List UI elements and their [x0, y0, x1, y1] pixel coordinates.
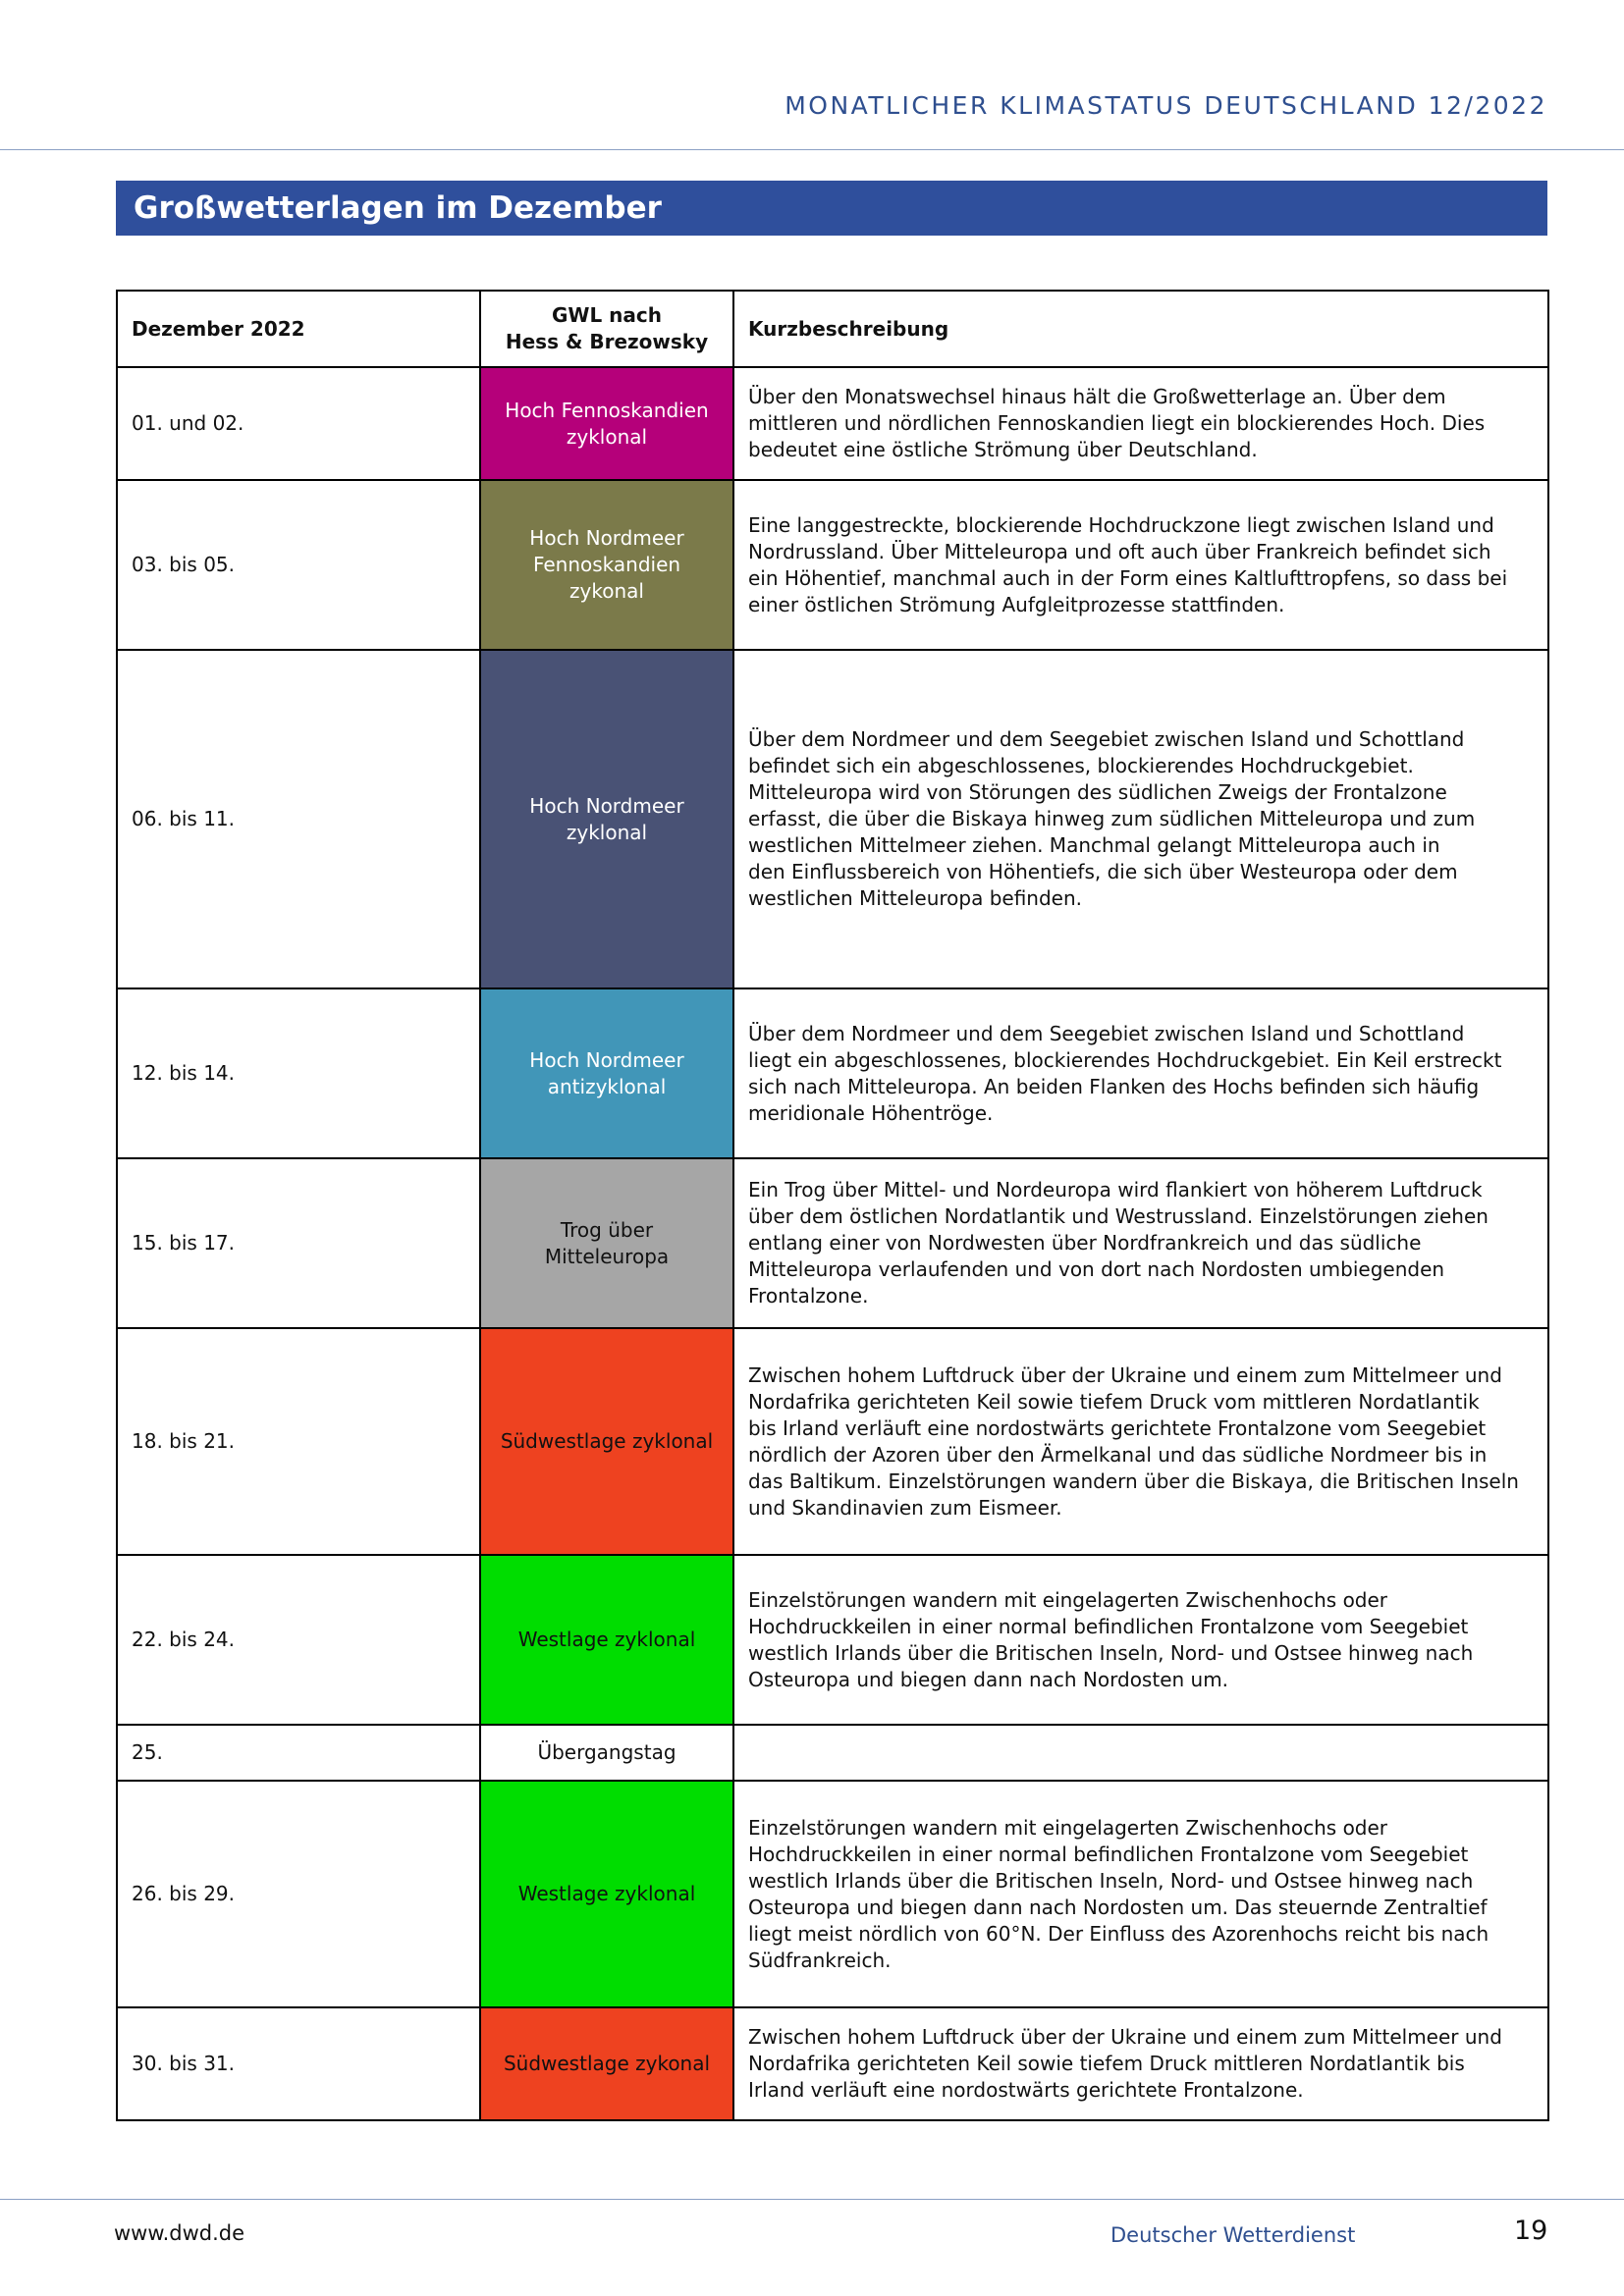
table-row — [117, 1158, 1548, 1328]
row-gwl-line: zykonal — [569, 579, 644, 603]
row-gwl-cell — [480, 480, 733, 650]
row-gwl-line: Hoch Nordmeer — [529, 1047, 684, 1072]
table-row — [117, 1328, 1548, 1555]
row-description-line: ein Höhentief, manchmal auch in der Form eines Kaltlufttropfens, so dass bei — [748, 565, 1508, 590]
section-title: Großwetterlagen im Dezember — [116, 181, 1547, 236]
row-description-line: Über den Monatswechsel hinaus hält die Großwetterlage an. Über dem — [748, 385, 1446, 408]
row-description — [733, 988, 1548, 1158]
row-description-line: Nordafrika gerichteten Keil sowie tiefem Druck mittleren Nordatlantik bis — [748, 2052, 1465, 2075]
header-divider — [0, 149, 1624, 150]
page-header-title: MONATLICHER KLIMASTATUS DEUTSCHLAND 12/2022 — [785, 91, 1547, 120]
footer-organization: Deutscher Wetterdienst — [1110, 2223, 1356, 2247]
column-header-gwl-line1: GWL nach — [551, 303, 662, 327]
column-header-description: Kurzbeschreibung — [733, 291, 1548, 367]
row-gwl-cell — [480, 1158, 733, 1328]
row-gwl-cell — [480, 650, 733, 988]
row-gwl-line: Hoch Fennoskandien — [505, 398, 709, 422]
row-description-line: meridionale Höhentröge. — [748, 1100, 994, 1125]
footer-website: www.dwd.de — [114, 2221, 245, 2245]
row-description-line: Zwischen hohem Luftdruck über der Ukraine und einem zum Mittelmeer und — [748, 2025, 1502, 2049]
row-description-line: Frontalzone. — [748, 1284, 869, 1308]
footer-divider — [0, 2199, 1624, 2200]
row-date: 01. und 02. — [117, 367, 480, 480]
row-description — [733, 1725, 1548, 1781]
row-description-line: westlichen Mittelmeer ziehen. Manchmal gelangt Mitteleuropa auch in — [748, 833, 1440, 857]
table-row — [117, 1555, 1548, 1725]
row-description — [733, 650, 1548, 988]
table-row — [117, 367, 1548, 480]
row-description-line: Einzelstörungen wandern mit eingelagerten Zwischenhochs oder — [748, 1815, 1388, 1840]
row-description-line: Osteuropa und biegen dann nach Nordosten um. Das steuernde Zentraltief — [748, 1895, 1488, 1919]
row-date: 03. bis 05. — [117, 480, 480, 650]
row-gwl-cell — [480, 367, 733, 480]
row-description-line: Über dem Nordmeer und dem Seegebiet zwischen Island und Schottland — [748, 727, 1465, 751]
row-description — [733, 1158, 1548, 1328]
row-date: 26. bis 29. — [117, 1781, 480, 2007]
row-gwl-line: Südwestlage zykonal — [503, 2052, 711, 2075]
row-description — [733, 1555, 1548, 1725]
row-gwl-cell — [480, 1555, 733, 1725]
row-description — [733, 1328, 1548, 1555]
row-gwl-line: Westlage zyklonal — [517, 1628, 696, 1651]
row-gwl-line: Übergangstag — [537, 1740, 677, 1764]
row-description-line: Einzelstörungen wandern mit eingelagerten Zwischenhochs oder — [748, 1587, 1388, 1612]
row-description — [733, 480, 1548, 650]
row-description-line: Mitteleuropa wird von Störungen des südlichen Zweigs der Frontalzone — [748, 780, 1447, 804]
row-description-line: entlang einer von Nordwesten über Nordfrankreich und das südliche — [748, 1231, 1422, 1255]
table-header-row — [117, 291, 1548, 367]
row-description — [733, 367, 1548, 480]
row-description-line: den Einflussbereich von Höhentiefs, die sich über Westeuropa oder dem — [748, 860, 1458, 883]
row-description-line: Zwischen hohem Luftdruck über der Ukraine und einem zum Mittelmeer und — [748, 1362, 1502, 1387]
row-description-line: Nordrussland. Über Mitteleuropa und oft auch über Frankreich befindet sich — [748, 539, 1491, 563]
table-row — [117, 988, 1548, 1158]
table-row — [117, 650, 1548, 988]
table-row — [117, 2007, 1548, 2120]
row-description-line: westlich Irlands über die Britischen Inseln, Nord- und Ostsee hinweg nach — [748, 1640, 1474, 1665]
row-gwl-line: Mitteleuropa — [544, 1244, 670, 1268]
row-description-line: über dem östlichen Nordatlantik und Westrussland. Einzelstörungen ziehen — [748, 1204, 1489, 1228]
row-description — [733, 1781, 1548, 2007]
row-date: 15. bis 17. — [117, 1158, 480, 1328]
row-gwl-line: zyklonal — [566, 820, 648, 844]
row-date: 18. bis 21. — [117, 1328, 480, 1555]
row-description-line: Ein Trog über Mittel- und Nordeuropa wird flankiert von höherem Luftdruck — [748, 1178, 1483, 1201]
row-gwl-cell — [480, 1781, 733, 2007]
row-date: 25. — [117, 1725, 480, 1781]
row-description-line: das Baltikum. Einzelstörungen wandern über die Biskaya, die Britischen Inseln — [748, 1468, 1519, 1493]
table-row — [117, 1725, 1548, 1781]
row-gwl-line: antizyklonal — [547, 1074, 667, 1098]
row-description-line: befindet sich ein abgeschlossenes, blockierendes Hochdruckgebiet. — [748, 754, 1414, 777]
row-description-line: Hochdruckkeilen in einer normal befindlichen Frontalzone vom Seegebiet — [748, 1842, 1469, 1866]
row-gwl-cell — [480, 1328, 733, 1555]
row-description-line: westlich Irlands über die Britischen Inseln, Nord- und Ostsee hinweg nach — [748, 1868, 1474, 1893]
row-description-line: Eine langgestreckte, blockierende Hochdruckzone liegt zwischen Island und — [748, 512, 1494, 537]
row-description-line: liegt meist nördlich von 60°N. Der Einfluss des Azorenhochs reicht bis nach — [748, 1921, 1489, 1946]
row-gwl-cell — [480, 988, 733, 1158]
row-date: 30. bis 31. — [117, 2007, 480, 2120]
row-gwl-cell — [480, 1725, 733, 1781]
row-description-line: bis Irland verläuft eine nordostwärts gerichtete Frontalzone vom Seegebiet — [748, 1415, 1487, 1440]
row-description-line: erfasst, die über die Biskaya hinweg zum südlichen Mitteleuropa und zum — [748, 807, 1476, 830]
row-gwl-line: Westlage zyklonal — [517, 1882, 696, 1905]
row-gwl-line: Hoch Nordmeer — [529, 526, 684, 550]
table-row — [117, 1781, 1548, 2007]
table-row — [117, 480, 1548, 650]
row-description-line: Über dem Nordmeer und dem Seegebiet zwischen Island und Schottland — [748, 1021, 1465, 1045]
row-description-line: Irland verläuft eine nordostwärts gerichtete Frontalzone. — [748, 2078, 1304, 2102]
row-gwl-line: Fennoskandien — [532, 553, 681, 576]
row-description-line: Osteuropa und biegen dann nach Nordosten um. — [748, 1667, 1229, 1691]
row-description-line: liegt ein abgeschlossenes, blockierendes Hochdruckgebiet. Ein Keil erstreckt — [748, 1047, 1502, 1072]
row-description-line: nördlich der Azoren über den Ärmelkanal und das südliche Nordmeer bis in — [748, 1442, 1488, 1467]
row-description-line: bedeutet eine östliche Strömung über Deutschland. — [748, 438, 1258, 461]
row-description-line: und Skandinavien zum Eismeer. — [748, 1495, 1062, 1520]
row-description-line: mittleren und nördlichen Fennoskandien liegt ein blockierendes Hoch. Dies — [748, 411, 1486, 435]
row-gwl-cell — [480, 2007, 733, 2120]
row-description-line: Hochdruckkeilen in einer normal befindlichen Frontalzone vom Seegebiet — [748, 1614, 1469, 1638]
column-header-gwl — [480, 291, 733, 367]
column-header-date: Dezember 2022 — [117, 291, 480, 367]
row-date: 22. bis 24. — [117, 1555, 480, 1725]
row-description-line: einer östlichen Strömung Aufgleitprozesse stattfinden. — [748, 592, 1285, 616]
gwl-table — [116, 290, 1549, 2121]
row-description-line: westlichen Mitteleuropa befinden. — [748, 886, 1083, 910]
page-number: 19 — [1514, 2216, 1548, 2246]
row-date: 06. bis 11. — [117, 650, 480, 988]
row-description-line: Nordafrika gerichteten Keil sowie tiefem Druck vom mittleren Nordatlantik — [748, 1389, 1480, 1414]
row-gwl-line: Hoch Nordmeer — [529, 793, 684, 818]
row-date: 12. bis 14. — [117, 988, 480, 1158]
column-header-gwl-line2: Hess & Brezowsky — [505, 330, 709, 353]
row-description-line: Südfrankreich. — [748, 1948, 892, 1972]
row-description-line: sich nach Mitteleuropa. An beiden Flanken des Hochs befinden sich häufig — [748, 1074, 1480, 1098]
row-gwl-line: zyklonal — [566, 424, 648, 449]
row-description — [733, 2007, 1548, 2120]
row-description-line: Mitteleuropa verlaufenden und von dort nach Nordosten umbiegenden — [748, 1257, 1445, 1281]
row-gwl-line: Trog über — [560, 1217, 654, 1242]
row-gwl-line: Südwestlage zyklonal — [500, 1429, 714, 1453]
